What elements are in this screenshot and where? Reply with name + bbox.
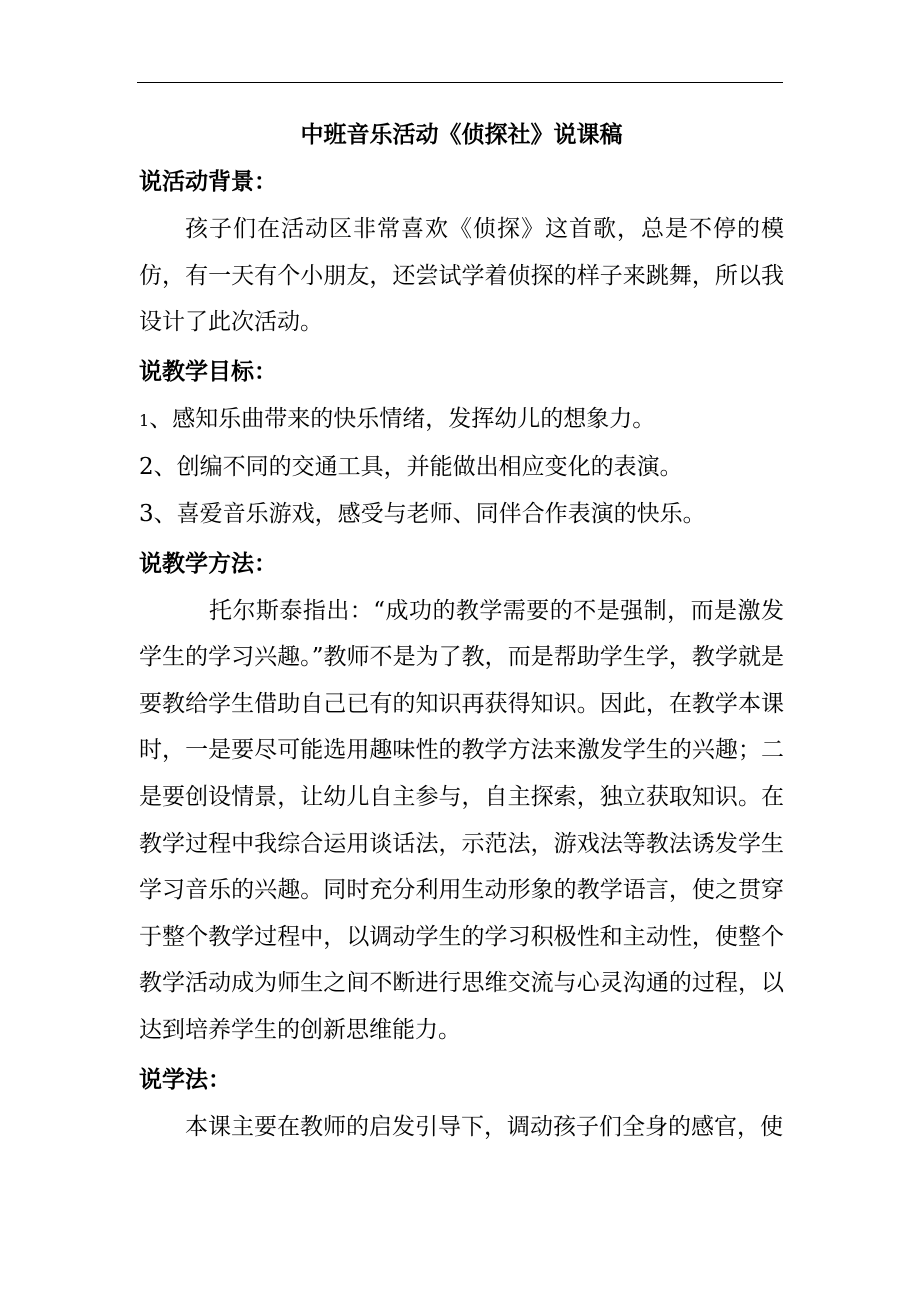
goal-text: 、感知乐曲带来的快乐情绪，发挥幼儿的想象力。 — [149, 405, 656, 432]
goal-item-1 — [139, 396, 784, 445]
goal-item-3 — [139, 491, 784, 538]
section-heading-goals: 说教学目标： — [139, 357, 277, 385]
goal-text: 、创编不同的交通工具，并能做出相应变化的表演。 — [153, 454, 683, 481]
goal-number: 3 — [139, 500, 154, 527]
goal-number: 1 — [139, 410, 150, 430]
document-title: 中班音乐活动《侦探社》说课稿 — [300, 121, 623, 148]
document-body — [139, 112, 784, 1152]
paragraph-learning: 本课主要在教师的启发引导下，调动孩子们全身的感官，使 — [185, 1113, 783, 1140]
section-heading-methods: 说教学方法： — [139, 549, 277, 577]
section-heading-background: 说活动背景： — [139, 168, 277, 195]
goal-text: 、喜爱音乐游戏，感受与老师、同伴合作表演的快乐。 — [153, 500, 706, 527]
paragraph-background: 孩子们在活动区非常喜欢《侦探》这首歌，总是不停的模仿，有一天有个小朋友，还尝试学着侦探的样子来跳舞，所以我设计了此次活动。 — [139, 216, 784, 336]
section-heading-learning: 说学法： — [139, 1065, 231, 1093]
goal-item-2 — [139, 444, 784, 491]
header-rule — [137, 82, 783, 83]
paragraph-methods: 托尔斯泰指出：“成功的教学需要的不是强制，而是激发学生的学习兴趣。”教师不是为了教，而是帮助学生学，教学就是要教给学生借助自己已有的知识再获得知识。因此，在教学本课时，一是要尽可能选用趣味性的教学方法来激发学生的兴趣；二是要创设情景，让幼儿自主参与，自主探索，独立获取知识。在教学过程中我综合运用谈话法，示范法，游戏法等教法诱发学生学习音乐的兴趣。同时充分利用生动形象的教学语言，使之贯穿于整个教学过程中，以调动学生的学习积极性和主动性，使整个教学活动成为师生之间不断进行思维交流与心灵沟通的过程，以达到培养学生的创新思维能力。 — [139, 597, 784, 1043]
goal-number: 2 — [139, 454, 154, 481]
